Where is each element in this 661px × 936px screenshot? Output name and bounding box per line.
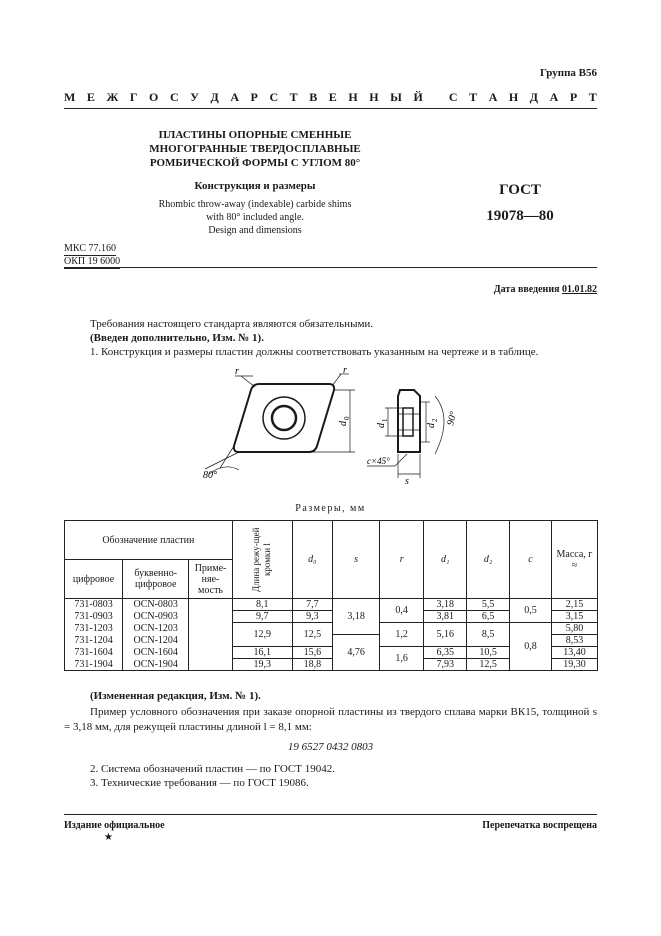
cell-d1: 3,18 bbox=[424, 599, 467, 611]
heading-letter: С bbox=[169, 90, 179, 104]
introduction-date-label: Дата введения bbox=[493, 284, 560, 295]
title-line-3: РОМБИЧЕСКОЙ ФОРМЫ С УГЛОМ 80° bbox=[149, 157, 361, 169]
cell-d0: 15,6 bbox=[292, 647, 332, 659]
heading-letter: Р bbox=[569, 90, 578, 104]
document-subtitle: Конструкция и размеры bbox=[194, 180, 316, 192]
cell-s: 4,76 bbox=[333, 635, 380, 671]
group-label: Группа В56 bbox=[539, 67, 597, 79]
cell-d1: 6,35 bbox=[424, 647, 467, 659]
clause-2-text: 2. Система обозначений пластин — по ГОСТ 19042. bbox=[90, 763, 335, 775]
gost-number bbox=[470, 177, 570, 229]
amendment-note-changed: (Измененная редакция, Изм. № 1). bbox=[90, 690, 261, 702]
heading-letter: Ы bbox=[390, 90, 402, 104]
cell-length: 12,9 bbox=[232, 623, 292, 647]
star-icon: ★ bbox=[104, 832, 113, 843]
radius-label-left: r bbox=[235, 366, 239, 377]
cell-letter: OCN-1204 bbox=[123, 635, 189, 647]
english-title-line-2: with 80° included angle. bbox=[206, 212, 304, 223]
header-c: c bbox=[510, 521, 552, 599]
header-d0: d₀ bbox=[292, 521, 332, 599]
introduction-date-value: 01.01.82 bbox=[562, 284, 597, 295]
heading-letter: Й bbox=[413, 90, 423, 104]
mandatory-requirements-text: Требования настоящего стандарта являются обязательными. bbox=[90, 318, 374, 330]
cell-mass: 5,80 bbox=[551, 623, 597, 635]
header-digital: цифровое bbox=[65, 560, 123, 599]
shim-drawing bbox=[195, 362, 475, 492]
cell-d1: 5,16 bbox=[424, 623, 467, 647]
cell-letter: OCN-0903 bbox=[123, 611, 189, 623]
designation-example-code: 19 6527 0432 0803 bbox=[287, 741, 374, 753]
cell-applicability bbox=[189, 599, 232, 611]
cell-d2: 10,5 bbox=[467, 647, 510, 659]
cell-d1: 7,93 bbox=[424, 659, 467, 671]
cell-applicability bbox=[189, 659, 232, 671]
designation-example-text: Пример условного обозначения при заказе опорной пластины из твердого сплава марки ВК15, толщиной s = 3,18 мм, для режущей пластины длиной l = 8,1 мм: bbox=[64, 706, 597, 733]
d2-subscript: 2 bbox=[431, 418, 439, 422]
cell-digital: 731-1604 bbox=[65, 647, 123, 659]
cell-letter: OCN-1904 bbox=[123, 659, 189, 671]
title-line-2: МНОГОГРАННЫЕ ТВЕРДОСПЛАВНЫЕ bbox=[149, 143, 361, 155]
heading-letter: С bbox=[448, 90, 458, 104]
interstate-standard-heading bbox=[64, 90, 597, 105]
heading-letter: А bbox=[230, 90, 239, 104]
heading-letter: Т bbox=[588, 90, 597, 104]
header-length: Длина режу-щей кромки l bbox=[232, 521, 292, 599]
gost-designation: 19078—80 bbox=[486, 208, 554, 224]
angle-80-label: 80° bbox=[203, 470, 217, 481]
header-r: r bbox=[380, 521, 424, 599]
thickness-label: s bbox=[405, 476, 409, 487]
cell-d0: 7,7 bbox=[292, 599, 332, 611]
heading-letter: Д bbox=[210, 90, 219, 104]
table-caption: Размеры, мм bbox=[295, 503, 366, 514]
cell-d0: 12,5 bbox=[292, 623, 332, 647]
heading-letter: С bbox=[269, 90, 279, 104]
d1-subscript: 1 bbox=[381, 418, 389, 422]
header-d2: d₂ bbox=[467, 521, 510, 599]
table-row bbox=[65, 623, 598, 635]
cell-applicability bbox=[189, 611, 232, 623]
document-title bbox=[130, 128, 380, 170]
heading-letter: Н bbox=[369, 90, 379, 104]
cell-mass: 13,40 bbox=[551, 647, 597, 659]
cell-length: 16,1 bbox=[232, 647, 292, 659]
cell-length: 8,1 bbox=[232, 599, 292, 611]
cell-r: 1,2 bbox=[380, 623, 424, 647]
heading-letter: Т bbox=[289, 90, 298, 104]
cell-applicability bbox=[189, 635, 232, 647]
d0-label: d bbox=[338, 421, 349, 426]
heading-letter: Н bbox=[348, 90, 358, 104]
heading-letter: Е bbox=[328, 90, 337, 104]
heading-letter: Т bbox=[469, 90, 478, 104]
chamfer-label: c×45° bbox=[367, 456, 390, 466]
d0-subscript: 0 bbox=[343, 416, 351, 420]
heading-letter: Н bbox=[508, 90, 519, 104]
heading-letter: А bbox=[549, 90, 559, 104]
heading-letter: В bbox=[309, 90, 318, 104]
heading-letter bbox=[434, 90, 437, 105]
amendment-note: (Введен дополнительно, Изм. № 1). bbox=[90, 332, 264, 344]
cell-letter: OCN-1604 bbox=[123, 647, 189, 659]
cell-applicability bbox=[189, 647, 232, 659]
english-title bbox=[130, 198, 380, 237]
heading-letter: У bbox=[190, 90, 199, 104]
d2-label: d bbox=[426, 423, 437, 428]
cell-letter: OCN-0803 bbox=[123, 599, 189, 611]
heading-letter: Е bbox=[86, 90, 95, 104]
okp-code: ОКП 19 6000 bbox=[64, 256, 121, 267]
clause-3-text: 3. Технические требования — по ГОСТ 19086. bbox=[90, 777, 309, 789]
cell-d0: 9,3 bbox=[292, 611, 332, 623]
header-mass: Масса, г ≈ bbox=[551, 521, 597, 599]
classification-codes bbox=[64, 243, 120, 269]
cell-length: 9,7 bbox=[232, 611, 292, 623]
heading-letter: Ж bbox=[106, 90, 119, 104]
cell-d2: 12,5 bbox=[467, 659, 510, 671]
cell-d0: 18,8 bbox=[292, 659, 332, 671]
cell-letter: OCN-1203 bbox=[123, 623, 189, 635]
mks-code: МКС 77.160 bbox=[64, 243, 116, 254]
dimensions-table bbox=[64, 520, 598, 671]
cell-c: 0,8 bbox=[510, 623, 552, 671]
title-line-1: ПЛАСТИНЫ ОПОРНЫЕ СМЕННЫЕ bbox=[158, 129, 352, 141]
header-d1: d₁ bbox=[424, 521, 467, 599]
cell-digital: 731-1904 bbox=[65, 659, 123, 671]
cell-d1: 3,81 bbox=[424, 611, 467, 623]
cell-mass: 2,15 bbox=[551, 599, 597, 611]
heading-letter: А bbox=[488, 90, 498, 104]
cell-s: 3,18 bbox=[333, 599, 380, 635]
gost-label: ГОСТ bbox=[499, 182, 541, 198]
heading-letter: М bbox=[64, 90, 76, 104]
d1-label: d bbox=[376, 423, 387, 428]
cell-r: 1,6 bbox=[380, 647, 424, 671]
cell-mass: 19,30 bbox=[551, 659, 597, 671]
heading-letter: Р bbox=[250, 90, 258, 104]
reprint-prohibited-label: Перепечатка воспрещена bbox=[482, 820, 597, 831]
header-rule bbox=[64, 108, 597, 109]
cell-mass: 3,15 bbox=[551, 611, 597, 623]
official-edition-label: Издание официальное bbox=[64, 820, 165, 831]
english-title-line-1: Rhombic throw-away (indexable) carbide shims bbox=[158, 199, 352, 210]
cell-c: 0,5 bbox=[510, 599, 552, 623]
cell-digital: 731-0903 bbox=[65, 611, 123, 623]
shim-top-view bbox=[205, 374, 355, 474]
cell-d2: 8,5 bbox=[467, 623, 510, 647]
heading-letter: Д bbox=[529, 90, 539, 104]
cell-mass: 8,53 bbox=[551, 635, 597, 647]
header-letter: буквенно-цифровое bbox=[123, 560, 189, 599]
header-designation-group: Обозначение пластин bbox=[65, 521, 233, 560]
cell-r: 0,4 bbox=[380, 599, 424, 623]
cell-applicability bbox=[189, 623, 232, 635]
header-s: s bbox=[333, 521, 380, 599]
cell-digital: 731-0803 bbox=[65, 599, 123, 611]
clause-1-text: 1. Конструкция и размеры пластин должны соответствовать указанным на чертеже и в таблице. bbox=[90, 346, 539, 358]
angle-90-label: 90° bbox=[445, 410, 460, 427]
introduction-date bbox=[494, 284, 597, 295]
cell-d2: 6,5 bbox=[467, 611, 510, 623]
heading-letter: О bbox=[149, 90, 159, 104]
cell-length: 19,3 bbox=[232, 659, 292, 671]
english-title-line-3: Design and dimensions bbox=[208, 225, 302, 236]
cell-digital: 731-1204 bbox=[65, 635, 123, 647]
heading-letter: Г bbox=[129, 90, 138, 104]
header-applicability: Приме-няе-мость bbox=[189, 560, 232, 599]
header-bottom-rule bbox=[64, 267, 597, 268]
table-row bbox=[65, 599, 598, 611]
cell-d2: 5,5 bbox=[467, 599, 510, 611]
cell-digital: 731-1203 bbox=[65, 623, 123, 635]
footer-rule bbox=[64, 814, 597, 815]
radius-label-right: r bbox=[343, 365, 347, 376]
